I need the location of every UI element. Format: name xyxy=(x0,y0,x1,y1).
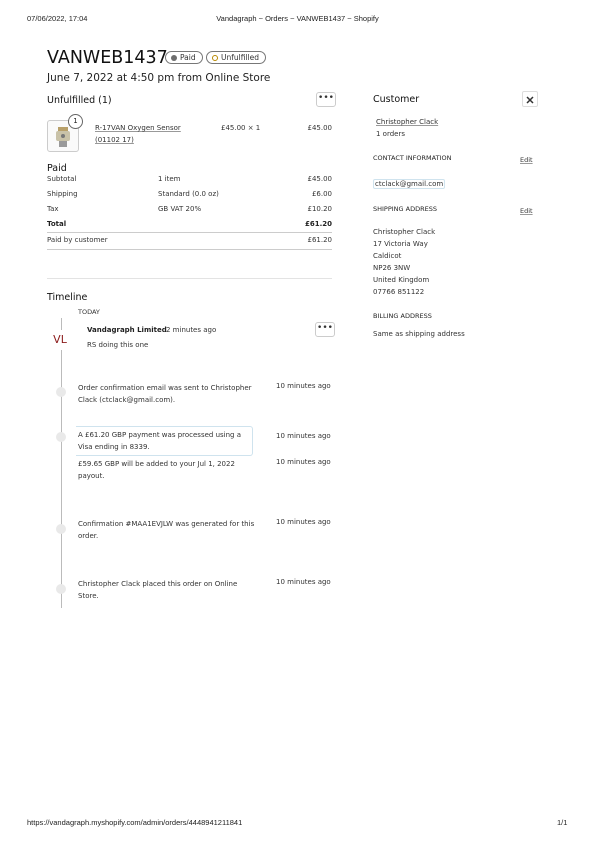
total-amount: £61.20 xyxy=(304,220,332,228)
comment-time: 2 minutes ago xyxy=(166,326,217,334)
timeline-event-placed: Christopher Clack placed this order on Online Store. xyxy=(78,580,238,600)
timeline-line xyxy=(61,318,62,608)
unfulfilled-heading: Unfulfilled (1) xyxy=(47,95,112,106)
address-line: Caldicot xyxy=(373,252,402,260)
address-line: United Kingdom xyxy=(373,276,430,284)
billing-address-heading: BILLING ADDRESS xyxy=(373,312,432,320)
payment-divider xyxy=(47,232,332,233)
paid-heading: Paid xyxy=(47,163,67,174)
more-horizontal-icon: ••• xyxy=(317,323,333,333)
customer-heading: Customer xyxy=(373,94,420,105)
tax-desc: GB VAT 20% xyxy=(158,205,202,213)
timeline-event-payout-time: 10 minutes ago xyxy=(276,458,331,466)
address-line: NP26 3NW xyxy=(373,264,411,272)
address-phone: 07766 851122 xyxy=(373,288,425,296)
timeline-event-confirmation-time: 10 minutes ago xyxy=(276,518,331,526)
timeline-event-dot xyxy=(56,584,66,594)
timeline-event-confirmation: Confirmation #MAA1EVJLW was generated for this order. xyxy=(78,520,255,540)
timeline-heading: Timeline xyxy=(47,292,88,303)
print-datetime: 07/06/2022, 17:04 xyxy=(27,14,88,23)
close-icon xyxy=(523,93,537,107)
item-unit-price: £45.00 × 1 xyxy=(221,124,261,132)
product-sku-link[interactable]: (01102 17) xyxy=(95,136,134,144)
timeline-event-dot xyxy=(56,387,66,397)
order-number: VANWEB1437 xyxy=(47,48,168,68)
customer-email-link[interactable]: ctclack@gmail.com xyxy=(375,180,444,188)
comment-avatar: VL xyxy=(48,330,72,350)
total-label: Total xyxy=(47,220,67,228)
shipping-address-heading: SHIPPING ADDRESS xyxy=(373,205,437,213)
print-url: https://vandagraph.myshopify.com/admin/orders/4448941211841 xyxy=(27,818,243,827)
customer-name-link[interactable]: Christopher Clack xyxy=(376,118,439,126)
timeline-event-payout: £59.65 GBP will be added to your Jul 1, 2022 payout. xyxy=(78,460,235,480)
timeline-event-dot xyxy=(56,432,66,442)
card-divider xyxy=(47,278,332,279)
comment-more-button[interactable] xyxy=(315,322,335,337)
billing-address-text: Same as shipping address xyxy=(373,330,465,338)
edit-shipping-link[interactable]: Edit xyxy=(520,207,533,215)
print-tab-title: Vandagraph ~ Orders ~ VANWEB1437 ~ Shopify xyxy=(216,14,379,23)
customer-order-count: 1 orders xyxy=(376,130,405,138)
edit-contact-link[interactable]: Edit xyxy=(520,156,533,164)
fulfillment-status-label: Unfulfilled xyxy=(221,53,259,62)
remove-customer-button[interactable] xyxy=(522,91,538,107)
shipping-label: Shipping xyxy=(47,190,78,198)
timeline-event-placed-time: 10 minutes ago xyxy=(276,578,331,586)
comment-author: Vandagraph Limited xyxy=(87,326,167,334)
payment-status-badge xyxy=(165,51,203,64)
timeline-event-payment[interactable]: A £61.20 GBP payment was processed using a Visa ending in 8339. xyxy=(76,426,253,456)
subtotal-desc: 1 item xyxy=(158,175,181,183)
timeline-today-label: TODAY xyxy=(78,308,100,316)
payment-status-label: Paid xyxy=(180,53,196,62)
more-horizontal-icon: ••• xyxy=(318,93,334,103)
paid-by-customer-amount: £61.20 xyxy=(307,236,332,244)
item-total: £45.00 xyxy=(307,124,332,132)
unfulfilled-more-button[interactable] xyxy=(316,92,336,107)
order-subtitle: June 7, 2022 at 4:50 pm from Online Store xyxy=(47,72,271,84)
unfulfilled-status-icon xyxy=(212,55,218,61)
timeline-event-email-time: 10 minutes ago xyxy=(276,382,331,390)
paid-by-customer-label: Paid by customer xyxy=(47,236,108,244)
payment-bottom-divider xyxy=(47,249,332,250)
subtotal-amount: £45.00 xyxy=(307,175,332,183)
item-quantity-badge: 1 xyxy=(68,114,83,129)
tax-amount: £10.20 xyxy=(307,205,332,213)
paid-status-icon xyxy=(171,55,177,61)
timeline-event-payment-time: 10 minutes ago xyxy=(276,432,331,440)
timeline-event-dot xyxy=(56,524,66,534)
comment-text: RS doing this one xyxy=(87,341,149,349)
subtotal-label: Subtotal xyxy=(47,175,77,183)
contact-info-heading: CONTACT INFORMATION xyxy=(373,154,452,162)
print-page-count: 1/1 xyxy=(557,818,568,827)
product-name-link[interactable]: R-17VAN Oxygen Sensor xyxy=(95,124,181,132)
shipping-desc: Standard (0.0 oz) xyxy=(158,190,219,198)
timeline-event-email: Order confirmation email was sent to Christopher Clack (ctclack@gmail.com). xyxy=(78,384,252,404)
tax-label: Tax xyxy=(47,205,59,213)
fulfillment-status-badge xyxy=(206,51,266,64)
shipping-amount: £6.00 xyxy=(311,190,332,198)
address-line: Christopher Clack xyxy=(373,228,436,236)
address-line: 17 Victoria Way xyxy=(373,240,428,248)
